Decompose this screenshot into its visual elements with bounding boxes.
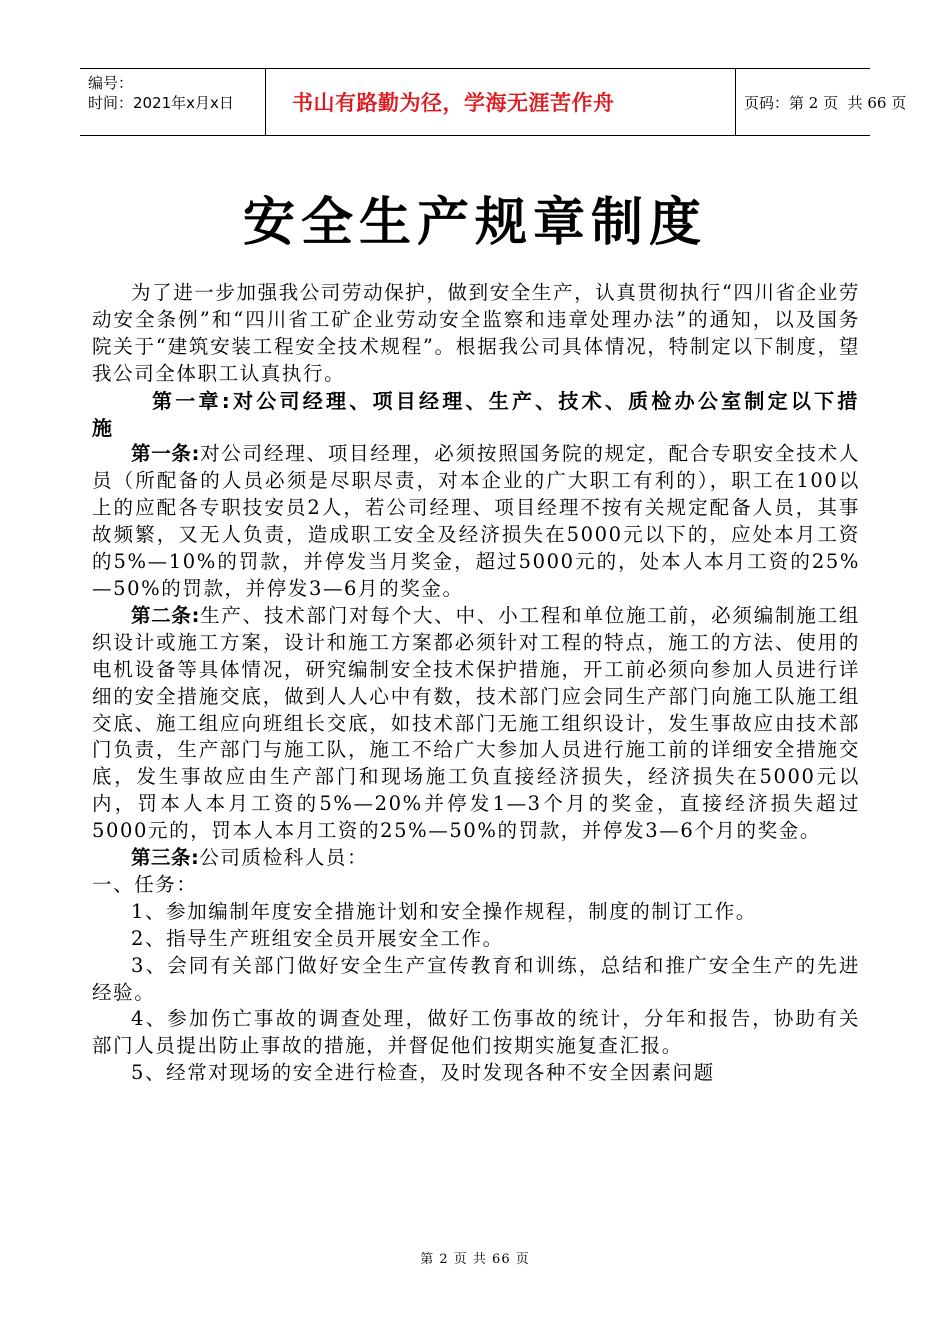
article-1	[92, 441, 860, 602]
article-3-label: 第三条:	[131, 846, 200, 870]
article-3	[92, 845, 860, 872]
article-2-label: 第二条:	[131, 603, 200, 627]
header-page-info	[736, 69, 907, 135]
header-motto: 书山有路勤为径，学海无涯苦作舟	[266, 69, 736, 135]
header-number: 编号：	[88, 74, 134, 92]
article-2	[92, 603, 860, 845]
page-header	[80, 68, 907, 136]
page-footer	[0, 1248, 950, 1267]
document-title: 安全生产规章制度	[242, 193, 707, 253]
article-2-text: 生产、技术部门对每个大、中、小工程和单位施工前，必须编制施工组织设计或施工方案，设计和施工方案都必须针对工程的特点，施工的方法、使用的电机设备等具体情况，研究编制安全技术保护措施，开工前必须向参加人员进行详细的安全措施交底，做到人人心中有数，技术部门应会同生产部门向施工队施工组交底、施工组应向班组长交底，如技术部门无施工组织设计，发生事故应由技术部门负责，生产部门与施工队，施工不给广大参加人员进行施工前的详细安全措施交底，发生事故应由生产部门和现场施工负直接经济损失，经济损失在5000元以内，罚本人本月工资的5%—20%并停发1—3个月的奖金，直接经济损失超过5000元的，罚本人本月工资的25%—50%的罚款，并停发3—6个月的奖金。	[92, 603, 860, 843]
header-page-info-text: 页码：第 2 页 共 66 页	[744, 93, 907, 112]
footer-page-number: 第 2 页 共 66 页	[420, 1252, 530, 1267]
task-item: 3、会同有关部门做好安全生产宣传教育和训练，总结和推广安全生产的先进经验。	[92, 953, 860, 1004]
task-item: 2、指导生产班组安全员开展安全工作。	[131, 926, 504, 950]
article-1-text: 对公司经理、项目经理，必须按照国务院的规定，配合专职安全技术人员（所配备的人员必须是尽职尽责，对本企业的广大职工有利的），职工在100以上的应配各专职技安员2人，若公司经理、项目经理不按有关规定配备人员，其事故频繁，又无人负责，造成职工安全及经济损失在5000元以下的，应处本月工资的5%—10%的罚款，并停发当月奖金，超过5000元的，处本人本月工资的25%—50%的罚款，并停发3—6月的奖金。	[92, 442, 860, 600]
task-item: 5、经常对现场的安全进行检查，及时发现各种不安全因素问题	[131, 1061, 715, 1085]
chapter-heading: 第一章:对公司经理、项目经理、生产、技术、质检办公室制定以下措施	[92, 388, 860, 440]
header-time: 时间：2021年x月x日	[88, 94, 234, 112]
header-meta	[80, 69, 266, 135]
task-item: 1、参加编制年度安全措施计划和安全操作规程，制度的制订工作。	[131, 899, 757, 923]
document-body	[92, 280, 860, 1087]
article-3-text: 公司质检科人员：	[199, 846, 369, 870]
section-heading: 一、任务：	[92, 872, 198, 896]
intro-paragraph: 为了进一步加强我公司劳动保护，做到安全生产，认真贯彻执行“四川省企业劳动安全条例”和“四川省工矿企业劳动安全监察和违章处理办法”的通知，以及国务院关于“建筑安装工程安全技术规程”。根据我公司具体情况，特制定以下制度，望我公司全体职工认真执行。	[92, 281, 860, 385]
article-1-label: 第一条:	[131, 442, 200, 466]
task-item: 4、参加伤亡事故的调查处理，做好工伤事故的统计，分年和报告，协助有关部门人员提出防止事故的措施，并督促他们按期实施复查汇报。	[92, 1007, 860, 1058]
